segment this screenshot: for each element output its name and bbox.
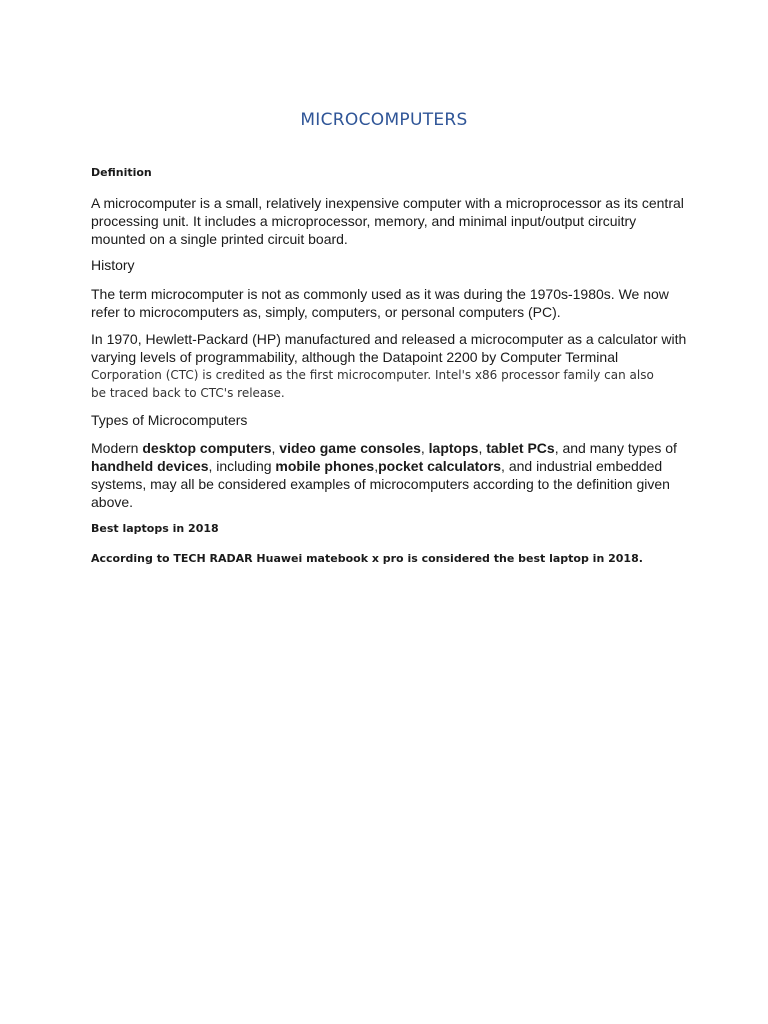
text-run: Modern (91, 440, 143, 456)
text-line: In 1970, Hewlett-Packard (HP) manufactured and released a microcomputer as a calculator with (91, 331, 687, 347)
text-run: , (271, 440, 280, 456)
bold-term: handheld devices (91, 458, 209, 474)
text-line: systems, may all be considered examples of microcomputers according to the definition given (91, 476, 670, 492)
text-line: processing unit. It includes a microprocessor, memory, and minimal input/output circuitry (91, 213, 637, 229)
types-paragraph (91, 439, 691, 511)
bold-term: pocket calculators (378, 458, 502, 474)
text-line (91, 457, 691, 475)
best-laptops-heading: Best laptops in 2018 (91, 522, 219, 535)
text-line: A microcomputer is a small, relatively inexpensive computer with a microprocessor as its central (91, 195, 684, 211)
history-paragraph-2 (91, 330, 691, 402)
text-run: , and industrial embedded (501, 458, 663, 474)
text-line: refer to microcomputers as, simply, computers, or personal computers (PC). (91, 304, 561, 320)
definition-heading: Definition (91, 166, 152, 179)
text-line: above. (91, 494, 134, 510)
text-line: mounted on a single printed circuit board. (91, 231, 348, 247)
text-run: , (374, 458, 379, 474)
bold-term: mobile phones (275, 458, 375, 474)
text-run: , and many types of (554, 440, 677, 456)
text-run: , (420, 440, 429, 456)
best-laptops-text: According to TECH RADAR Huawei matebook x pro is considered the best laptop in 2018. (91, 552, 643, 565)
definition-paragraph (91, 194, 691, 248)
types-heading: Types of Microcomputers (91, 412, 248, 428)
text-line: be traced back to CTC's release. (91, 386, 285, 400)
text-run: , including (208, 458, 276, 474)
bold-term: laptops (428, 440, 479, 456)
text-line: The term microcomputer is not as commonly used as it was during the 1970s-1980s. We now (91, 286, 669, 302)
bold-term: tablet PCs (486, 440, 555, 456)
text-line: varying levels of programmability, although the Datapoint 2200 by Computer Terminal (91, 349, 619, 365)
bold-term: video game consoles (279, 440, 421, 456)
page-title: MICROCOMPUTERS (300, 110, 468, 130)
bold-term: desktop computers (142, 440, 272, 456)
history-heading: History (91, 257, 135, 273)
text-line (91, 439, 691, 457)
text-line: Corporation (CTC) is credited as the first microcomputer. Intel's x86 processor family can also (91, 368, 654, 382)
text-run: , (478, 440, 487, 456)
history-paragraph-1 (91, 285, 691, 321)
